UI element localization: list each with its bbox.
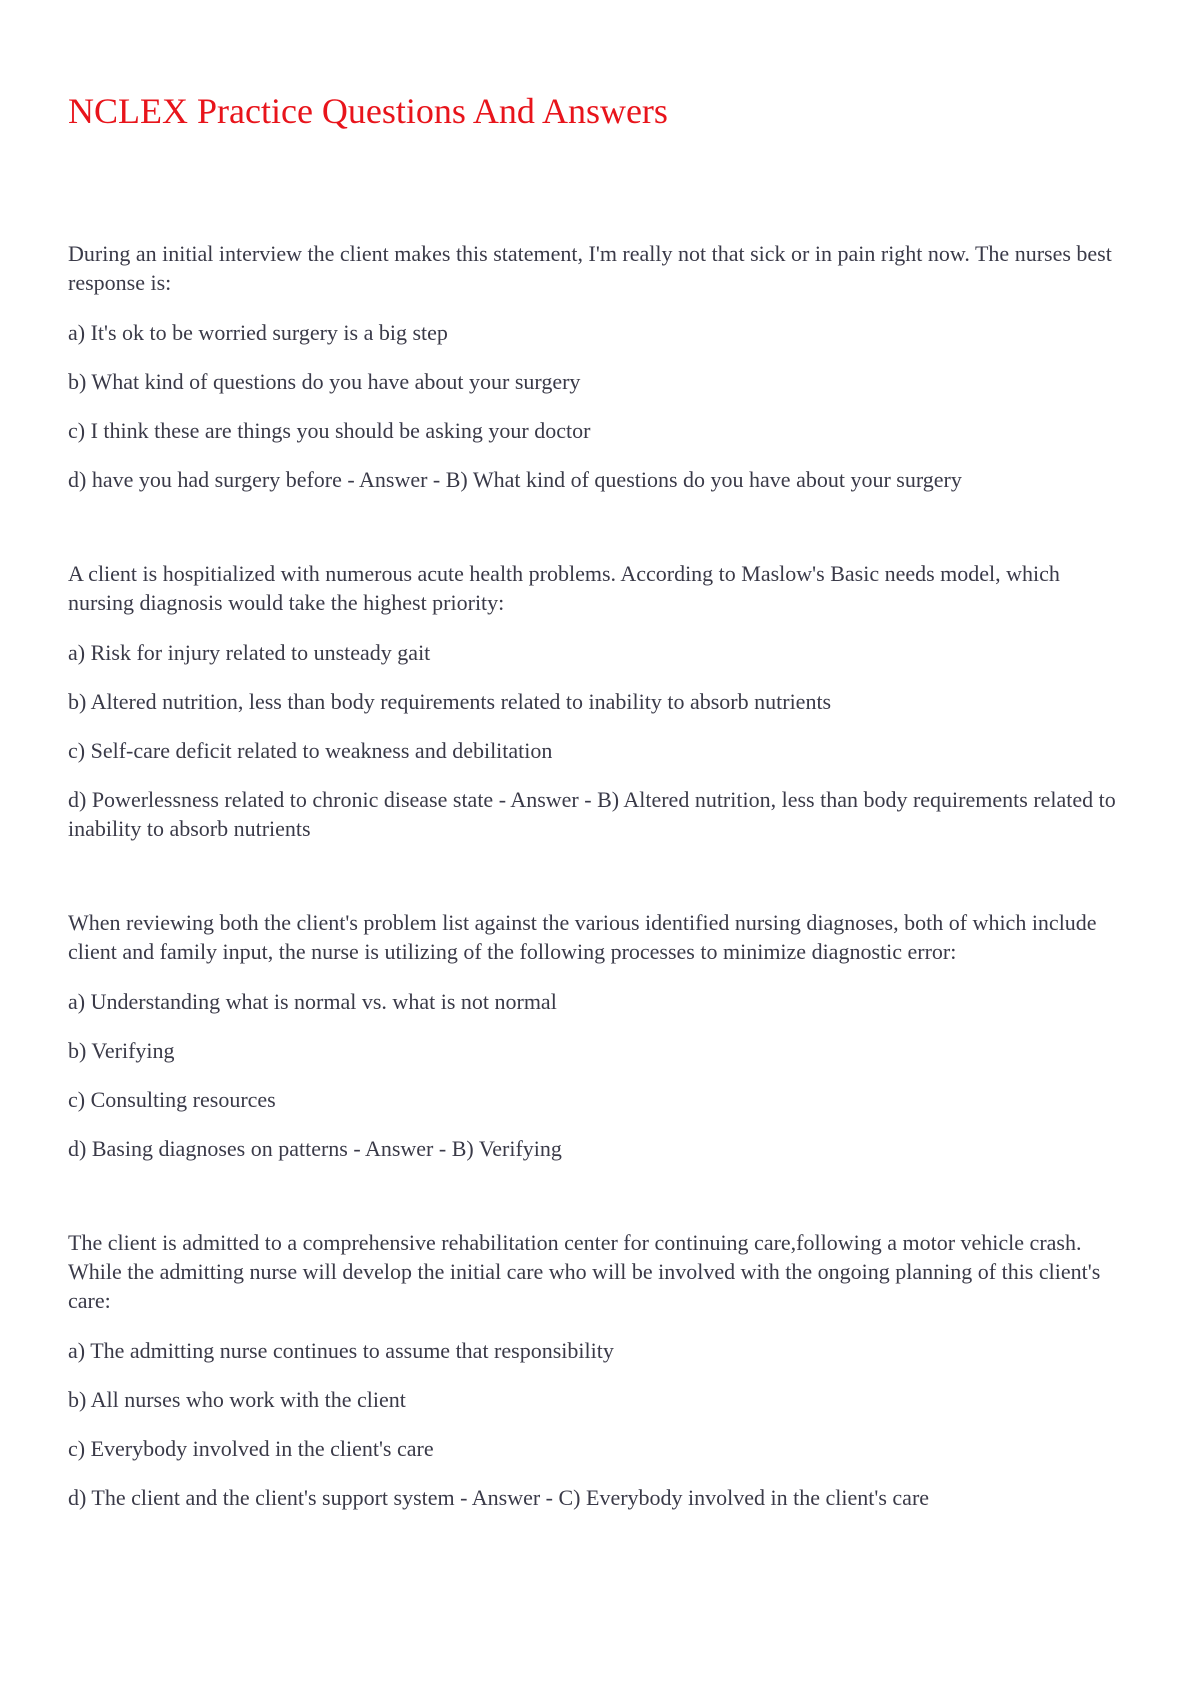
question-2 [68,559,1123,843]
answer-option-d-with-answer: d) have you had surgery before - Answer - B) What kind of questions do you have about your surgery [68,467,962,492]
question-4 [68,1228,1123,1512]
answer-option-b: b) All nurses who work with the client [68,1387,406,1412]
answer-option-a: a) It's ok to be worried surgery is a big step [68,320,448,345]
answer-option-a: a) Understanding what is normal vs. what is not normal [68,989,557,1014]
answer-option-b: b) Verifying [68,1038,175,1063]
answer-option-d-with-answer: d) The client and the client's support system - Answer - C) Everybody involved in the client's care [68,1485,930,1510]
question-stem: When reviewing both the client's problem list against the various identified nursing diagnoses, both of which include client and family input, the nurse is utilizing of the following processes to minimize diagnostic error: [68,910,1097,964]
answer-option-a: a) The admitting nurse continues to assume that responsibility [68,1338,614,1363]
answer-option-d-with-answer: d) Powerlessness related to chronic disease state - Answer - B) Altered nutrition, less than body requirements related to inability to absorb nutrients [68,787,1116,841]
question-stem: A client is hospitialized with numerous acute health problems. According to Maslow's Basic needs model, which nursing diagnosis would take the highest priority: [68,561,1060,615]
answer-option-b: b) What kind of questions do you have about your surgery [68,369,581,394]
answer-option-d-with-answer: d) Basing diagnoses on patterns - Answer - B) Verifying [68,1136,562,1161]
answer-option-a: a) Risk for injury related to unsteady gait [68,640,431,665]
question-stem: During an initial interview the client makes this statement, I'm really not that sick or in pain right now. The nurses best response is: [68,241,1112,295]
answer-option-c: c) Consulting resources [68,1087,276,1112]
question-1 [68,239,1123,494]
document-title: NCLEX Practice Questions And Answers [68,91,668,131]
question-stem: The client is admitted to a comprehensive rehabilitation center for continuing care,following a motor vehicle crash. While the admitting nurse will develop the initial care who will be involved with the ongoing planning of this client's care: [68,1230,1101,1313]
question-3 [68,908,1123,1163]
question-list [68,239,1123,1512]
answer-option-b: b) Altered nutrition, less than body requirements related to inability to absorb nutrients [68,689,832,714]
answer-option-c: c) Everybody involved in the client's care [68,1436,434,1461]
answer-option-c: c) Self-care deficit related to weakness and debilitation [68,738,553,763]
answer-option-c: c) I think these are things you should be asking your doctor [68,418,591,443]
